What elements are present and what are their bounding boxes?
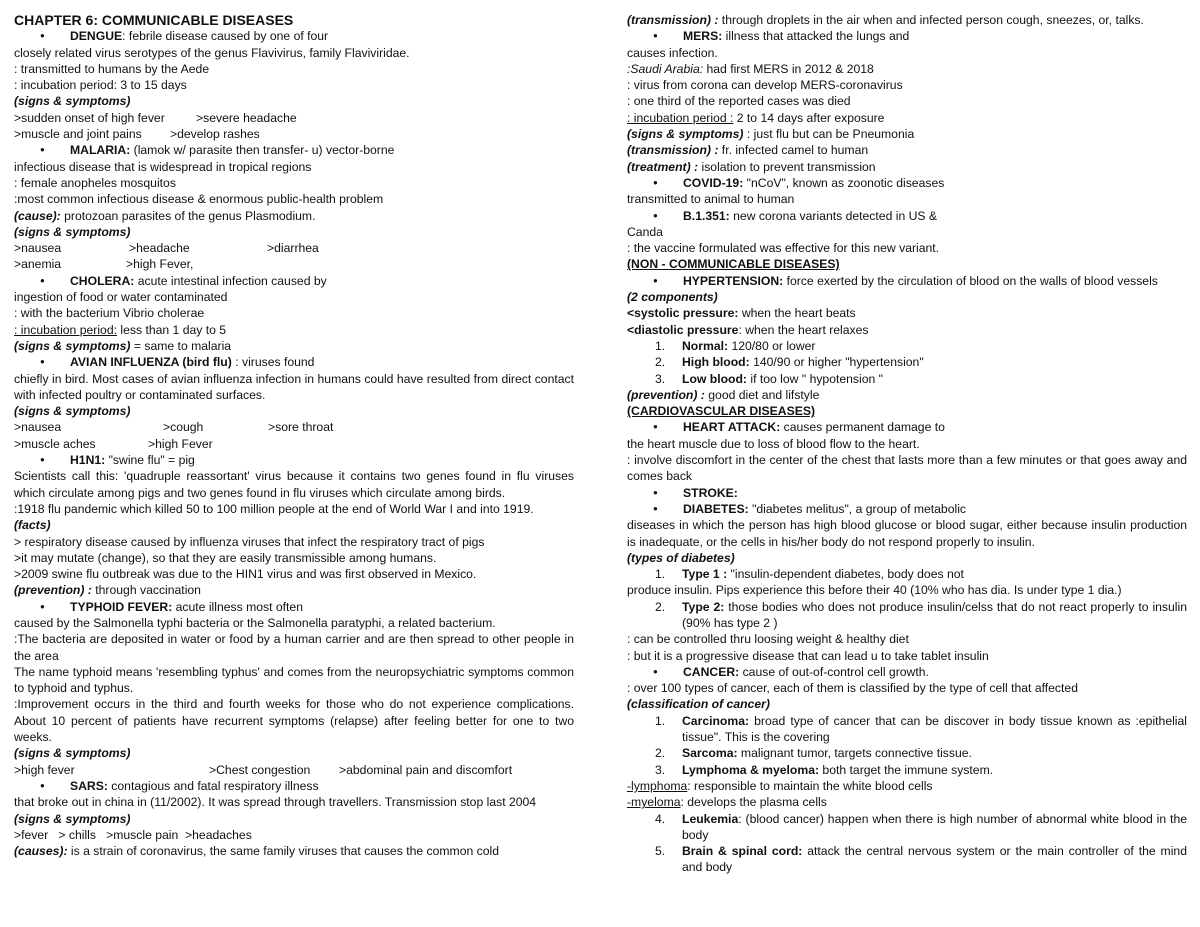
causes-label: (causes): <box>14 844 68 859</box>
typhoid-line-4: The name typhoid means 'resembling typhus' and comes from the neuropsychiatric symptoms common to typhoid and typhus. <box>14 664 574 696</box>
signs-text: : just flu but can be Pneumonia <box>743 127 915 142</box>
cause-label: (cause): <box>14 208 61 223</box>
sars-transmission <box>627 12 1187 28</box>
symptom: >severe headache <box>196 110 297 125</box>
list-number: 3. <box>655 762 666 777</box>
incubation-text: 2 to 14 days after exposure <box>733 110 885 125</box>
covid-bullet <box>627 175 1187 191</box>
stroke-name: STROKE: <box>683 485 738 500</box>
heart-attack-bullet <box>627 419 1187 435</box>
diabetes-desc: "diabetes melitus", a group of metabolic <box>748 501 966 516</box>
signs-label: (signs & symptoms) <box>627 127 744 142</box>
myeloma-label: -myeloma <box>627 795 681 810</box>
symptom: >high Fever <box>148 436 213 451</box>
list-number: 2. <box>655 355 666 370</box>
symptom: >nausea <box>14 241 62 256</box>
signs-label: (signs & symptoms) <box>14 338 131 353</box>
symptom: >Chest congestion <box>209 762 311 777</box>
malaria-line-3: : female anopheles mosquitos <box>14 175 176 190</box>
sars-bullet <box>14 778 574 794</box>
lymphoma-text: : responsible to maintain the white blood cells <box>687 778 933 793</box>
symptom: >diarrhea <box>267 241 319 256</box>
transmission-text: fr. infected camel to human <box>718 143 869 158</box>
country-text: had first MERS in 2012 & 2018 <box>703 61 874 76</box>
systolic-text: when the heart beats <box>738 306 856 321</box>
symptom: >develop rashes <box>170 127 260 142</box>
cholera-desc: acute intestinal infection caused by <box>134 273 327 288</box>
typhoid-line-3: :The bacteria are deposited in water or food by a human carrier and are then spread to other people in the area <box>14 632 574 663</box>
typhoid-symptoms-1 <box>14 762 574 778</box>
typhoid-line-5: :Improvement occurs in the third and fourth weeks for those who do not experience complications. About 10 percent of patients have recurrent symptoms (relapse) after feeling better for one to two weeks. <box>14 697 574 745</box>
sars-desc: contagious and fatal respiratory illness <box>107 778 319 793</box>
cancer-class-heading: (classification of cancer) <box>627 697 770 712</box>
cancer-type-2 <box>627 745 1187 761</box>
typhoid-name: TYPHOID FEVER: <box>70 599 173 614</box>
avian-paragraph: chiefly in bird. Most cases of avian influenza infection in humans could have resulted from direct contact with infected poultry or contaminated surfaces. <box>14 371 574 402</box>
cholera-signs <box>14 338 574 354</box>
bp-label: Low blood: <box>682 371 747 386</box>
covid-line-2: transmitted to animal to human <box>627 192 795 207</box>
malaria-signs-heading: (signs & symptoms) <box>14 224 131 239</box>
dengue-line-4: : incubation period: 3 to 15 days <box>14 78 187 93</box>
b1351-desc: new corona variants detected in US & <box>729 208 938 223</box>
symptom: >headache <box>129 241 190 256</box>
myeloma-text: : develops the plasma cells <box>680 795 827 810</box>
hypertension-desc: force exerted by the circulation of blood on the walls of blood vessels <box>783 273 1158 288</box>
list-number: 5. <box>655 844 666 859</box>
cvd-heading: (CARDIOVASCULAR DISEASES) <box>627 404 816 419</box>
signs-text: = same to malaria <box>130 338 232 353</box>
h1n1-prevention <box>14 582 574 598</box>
bp-text: 140/90 or higher "hypertension" <box>749 355 924 370</box>
mers-treatment <box>627 159 1187 175</box>
h1n1-paragraph: Scientists call this: 'quadruple reassortant' virus because it contains two genes found in flu viruses which circulate among pigs and two genes found in flu viruses which circulate among birds. <box>14 469 574 500</box>
b1351-bullet <box>627 208 1187 224</box>
avian-symptoms-2 <box>14 436 574 452</box>
systolic-label: <systolic pressure: <box>627 306 739 321</box>
transmission-text: through droplets in the air when and infected person cough, sneezes, or, talks. <box>718 13 1144 27</box>
cholera-line-2: ingestion of food or water contaminated <box>14 290 228 305</box>
malaria-desc: (lamok w/ parasite then transfer- u) vector-borne <box>130 143 395 158</box>
h1n1-name: H1N1: <box>70 453 106 468</box>
bp-label: High blood: <box>682 355 750 370</box>
systolic-line <box>627 305 1187 321</box>
avian-desc: : viruses found <box>231 355 315 370</box>
list-number: 1. <box>655 567 666 582</box>
treatment-label: (treatment) : <box>627 159 699 174</box>
mers-signs <box>627 126 1187 142</box>
transmission-label: (transmission) : <box>627 143 719 158</box>
cancer-label: Brain & spinal cord: <box>682 844 803 859</box>
typhoid-desc: acute illness most often <box>172 599 303 614</box>
prevention-text: through vaccination <box>91 583 201 598</box>
mers-line-5: : one third of the reported cases was died <box>627 94 851 109</box>
cancer-label: Leukemia <box>682 811 739 826</box>
bp-label: Normal: <box>682 338 729 353</box>
right-column <box>627 12 1187 876</box>
transmission-label: (transmission) : <box>627 13 719 27</box>
chapter-title: CHAPTER 6: COMMUNICABLE DISEASES <box>14 12 294 28</box>
cholera-line-3: : with the bacterium Vibrio cholerae <box>14 306 205 321</box>
cancer-type-4 <box>627 811 1187 844</box>
cholera-bullet <box>14 273 574 289</box>
dengue-name: DENGUE <box>70 29 123 44</box>
diabetes-paragraph: diseases in which the person has high blood glucose or blood sugar, either because insulin production is inadequate, or the cells in his/her body do not respond properly to insulin. <box>627 518 1187 549</box>
mers-line-3 <box>627 61 1187 77</box>
diabetes-type-1 <box>627 566 1187 582</box>
diabetes-line-4: : but it is a progressive disease that can lead u to take tablet insulin <box>627 648 989 663</box>
cancer-text: malignant tumor, targets connective tissue. <box>737 746 972 761</box>
dengue-line-3: : transmitted to humans by the Aede <box>14 61 210 76</box>
hypertension-prevention <box>627 387 1187 403</box>
diabetes-name: DIABETES: <box>683 501 749 516</box>
cholera-incubation <box>14 322 574 338</box>
diastolic-text: : when the heart relaxes <box>738 322 869 337</box>
h1n1-pandemic: :1918 flu pandemic which killed 50 to 100 million people at the end of World War I and into 1919. <box>14 501 534 516</box>
mers-transmission <box>627 142 1187 158</box>
covid-name: COVID-19: <box>683 175 744 190</box>
diabetes-type-2 <box>627 599 1187 632</box>
cholera-name: CHOLERA: <box>70 273 135 288</box>
diabetes-types-heading: (types of diabetes) <box>627 550 735 565</box>
list-number: 4. <box>655 811 666 826</box>
mers-desc: illness that attacked the lungs and <box>722 29 910 44</box>
cancer-desc: cause of out-of-control cell growth. <box>739 664 929 679</box>
mers-incubation <box>627 110 1187 126</box>
cancer-text: attack the central nervous system or the main controller of the mind and body <box>682 844 1187 875</box>
type-text: "insulin-dependent diabetes, body does not <box>727 567 964 582</box>
diabetes-bullet <box>627 501 1187 517</box>
cancer-type-3 <box>627 762 1187 778</box>
mers-name: MERS: <box>683 29 723 44</box>
ncd-heading: (NON - COMMUNICABLE DISEASES) <box>627 257 840 272</box>
b1351-name: B.1.351: <box>683 208 730 223</box>
bp-text: if too low " hypotension " <box>746 371 884 386</box>
lymphoma-label: -lymphoma <box>627 778 688 793</box>
avian-name: AVIAN INFLUENZA (bird flu) <box>70 355 232 370</box>
cancer-text: : (blood cancer) happen when there is high number of abnormal white blood in the body <box>682 811 1187 842</box>
diabetes-line-3: : can be controlled thru loosing weight & healthy diet <box>627 632 909 647</box>
h1n1-fact-3: >2009 swine flu outbreak was due to the HIN1 virus and was first observed in Mexico. <box>14 567 477 582</box>
type-label: Type 1 : <box>682 567 728 582</box>
h1n1-bullet <box>14 452 574 468</box>
list-number: 1. <box>655 713 666 728</box>
heart-line-3: : involve discomfort in the center of the chest that lasts more than a few minutes or that goes away and comes back <box>627 453 1187 484</box>
sars-causes <box>14 843 574 859</box>
prevention-text: good diet and lifstyle <box>704 387 820 402</box>
lymphoma-line <box>627 778 1187 794</box>
bp-text: 120/80 or lower <box>728 338 816 353</box>
malaria-bullet <box>14 142 574 158</box>
cancer-bullet <box>627 664 1187 680</box>
h1n1-fact-2: >it may mutate (change), so that they are easily transmissible among humans. <box>14 550 437 565</box>
cancer-type-5 <box>627 843 1187 876</box>
symptom: >high Fever, <box>126 257 194 272</box>
malaria-line-2: infectious disease that is widespread in tropical regions <box>14 159 312 174</box>
sars-symptoms: >fever > chills >muscle pain >headaches <box>14 827 252 842</box>
country-label: :Saudi Arabia: <box>627 61 704 76</box>
dengue-bullet <box>14 28 574 44</box>
cancer-name: CANCER: <box>683 664 740 679</box>
malaria-cause <box>14 208 574 224</box>
typhoid-signs-heading: (signs & symptoms) <box>14 746 131 761</box>
heart-attack-name: HEART ATTACK: <box>683 420 781 435</box>
hypertension-bullet <box>627 273 1187 289</box>
cause-text: protozoan parasites of the genus Plasmodium. <box>60 208 316 223</box>
b1351-line-2: Canda <box>627 224 663 239</box>
typhoid-line-2: caused by the Salmonella typhi bacteria or the Salmonella paratyphi, a related bacterium. <box>14 615 496 630</box>
causes-text: is a strain of coronavirus, the same family viruses that causes the common cold <box>67 844 499 859</box>
hypertension-name: HYPERTENSION: <box>683 273 784 288</box>
myeloma-line <box>627 794 1187 810</box>
diastolic-label: <diastolic pressure <box>627 322 739 337</box>
symptom: >high fever <box>14 762 75 777</box>
symptom: >nausea <box>14 420 62 435</box>
type-text: those bodies who does not produce insulin/celss that do not react properly to insulin (90% has type 2 ) <box>682 599 1187 630</box>
sars-name: SARS: <box>70 778 108 793</box>
cancer-line-2: : over 100 types of cancer, each of them is classified by the type of cell that affected <box>627 681 1078 696</box>
dengue-symptoms-2 <box>14 126 574 142</box>
symptom: >sore throat <box>268 420 334 435</box>
treatment-text: isolation to prevent transmission <box>698 159 876 174</box>
typhoid-bullet <box>14 599 574 615</box>
symptom: >cough <box>163 420 204 435</box>
covid-desc: "nCoV", known as zoonotic diseases <box>743 175 945 190</box>
avian-symptoms-1 <box>14 419 574 435</box>
list-number: 1. <box>655 338 666 353</box>
dengue-line-2: closely related virus serotypes of the genus Flavivirus, family Flaviviridae. <box>14 45 410 60</box>
symptom: >muscle and joint pains <box>14 127 142 142</box>
dengue-symptoms-1 <box>14 110 574 126</box>
b1351-line-3: : the vaccine formulated was effective for this new variant. <box>627 241 940 256</box>
cancer-label: Carcinoma: <box>682 713 750 728</box>
symptom: >sudden onset of high fever <box>14 110 165 125</box>
cancer-label: Sarcoma: <box>682 746 738 761</box>
diabetes-type-1-cont: produce insulin. Pips experience this before their 40 (10% who has dia. Is under type 1 dia.) <box>627 583 1122 598</box>
prevention-label: (prevention) : <box>627 387 705 402</box>
h1n1-facts-heading: (facts) <box>14 518 51 533</box>
components-heading: (2 components) <box>627 290 718 305</box>
heart-attack-desc: causes permanent damage to <box>780 420 945 435</box>
cancer-text: both target the immune system. <box>819 762 994 777</box>
dengue-desc: : febrile disease caused by one of four <box>122 29 329 44</box>
diastolic-line <box>627 322 1187 338</box>
sars-signs-heading: (signs & symptoms) <box>14 811 131 826</box>
symptom: >anemia <box>14 257 62 272</box>
mers-line-4: : virus from corona can develop MERS-coronavirus <box>627 78 903 93</box>
incubation-label: : incubation period: <box>14 322 117 337</box>
symptom: >muscle aches <box>14 436 96 451</box>
prevention-label: (prevention) : <box>14 583 92 598</box>
bp-item-1 <box>627 338 1187 354</box>
cancer-text: broad type of cancer that can be discover in body tissue known as :epithelial tissue". This is the covering <box>682 713 1187 745</box>
bp-item-3 <box>627 371 1187 387</box>
bp-item-2 <box>627 354 1187 370</box>
avian-bullet <box>14 354 574 370</box>
type-label: Type 2: <box>682 599 725 614</box>
mers-line-2: causes infection. <box>627 45 718 60</box>
dengue-signs-heading: (signs & symptoms) <box>14 94 131 109</box>
list-number: 2. <box>655 746 666 761</box>
cancer-type-1 <box>627 713 1187 746</box>
incubation-text: less than 1 day to 5 <box>117 322 227 337</box>
incubation-label: : incubation period : <box>627 110 734 125</box>
malaria-symptoms-2 <box>14 256 574 272</box>
cancer-label: Lymphoma & myeloma: <box>682 762 820 777</box>
stroke-bullet <box>627 485 1187 501</box>
symptom: >abdominal pain and discomfort <box>339 762 513 777</box>
left-column <box>14 12 574 859</box>
avian-signs-heading: (signs & symptoms) <box>14 404 131 419</box>
sars-paragraph: that broke out in china in (11/2002). It was spread through travellers. Transmission stop last 2004 <box>14 795 537 810</box>
h1n1-fact-1: > respiratory disease caused by influenza viruses that infect the respiratory tract of pigs <box>14 534 485 549</box>
malaria-name: MALARIA: <box>70 143 131 158</box>
mers-bullet <box>627 28 1187 44</box>
list-number: 3. <box>655 371 666 386</box>
malaria-line-4: :most common infectious disease & enormous public-health problem <box>14 192 384 207</box>
list-number: 2. <box>655 599 666 614</box>
h1n1-desc: "swine flu" = pig <box>105 453 195 468</box>
malaria-symptoms-1 <box>14 240 574 256</box>
heart-line-2: the heart muscle due to loss of blood flow to the heart. <box>627 436 920 451</box>
